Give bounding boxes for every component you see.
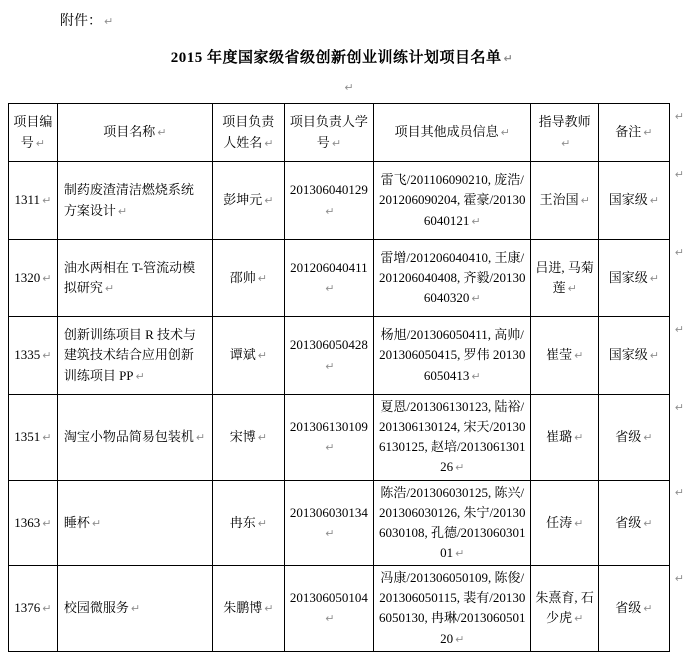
pilcrow-icon: ↵ <box>104 282 115 295</box>
cell-text: 杨旭/201306050411, 高帅/201306050415, 罗伟 201306050413 <box>379 327 526 383</box>
cell-text: 创新训练项目 R 技术与建筑技术结合应用创新训练项目 PP <box>63 327 196 383</box>
pilcrow-icon: ↵ <box>455 546 465 560</box>
pilcrow-icon: ↵ <box>574 349 584 363</box>
cell-advisors <box>531 480 599 566</box>
pilcrow-icon: ↵ <box>643 602 653 616</box>
cell-text: 彭坤元 <box>223 192 263 208</box>
project-table <box>8 103 685 652</box>
cell-text: 谭斌 <box>229 347 256 363</box>
pilcrow-icon: ↵ <box>264 136 274 150</box>
cell-text: 陈浩/201306030125, 陈兴/201306030126, 朱宁/201306030108, 孔德/201306030101 <box>378 484 526 560</box>
header-cell-leader-id <box>284 104 374 162</box>
cell-text: 国家级 <box>608 347 648 363</box>
cell-members <box>374 566 531 652</box>
pilcrow-icon: ↵ <box>325 204 335 218</box>
pilcrow-icon: ↵ <box>264 602 274 616</box>
cell-leader-name <box>212 240 284 317</box>
cell-text: 夏恩/201306130123, 陆裕/201306130124, 宋天/201306130125, 赵培/201306130126 <box>378 399 526 475</box>
table-header-row <box>9 104 685 162</box>
pilcrow-icon: ↵ <box>574 516 584 530</box>
pilcrow-icon: ↵ <box>257 431 267 445</box>
cell-members <box>374 240 531 317</box>
cell-text: 201206040411 <box>290 259 368 275</box>
pilcrow-icon: ↵ <box>674 322 684 336</box>
pilcrow-icon: ↵ <box>674 486 684 500</box>
pilcrow-icon: ↵ <box>674 167 684 181</box>
pilcrow-icon: ↵ <box>91 516 102 530</box>
cell-remark <box>599 395 670 481</box>
empty-paragraph <box>8 78 685 96</box>
cell-text: 省级 <box>615 514 642 530</box>
cell-text: 崔璐 <box>546 429 573 445</box>
pilcrow-icon: ↵ <box>117 204 128 218</box>
pilcrow-icon: ↵ <box>325 526 335 540</box>
cell-text: 朱鹏博 <box>223 600 263 616</box>
cell-remark <box>599 566 670 652</box>
row-end-mark <box>669 395 684 481</box>
cell-project-id <box>9 240 58 317</box>
row-end-mark <box>669 162 684 240</box>
cell-text: 冯康/201306050109, 陈俊/201306050115, 裴有/201306050130, 冉琳/201306050120 <box>378 570 526 646</box>
cell-leader-name <box>212 395 284 481</box>
table-row <box>9 240 685 317</box>
cell-text: 朱熹育, 石少虎 <box>535 590 594 626</box>
cell-text: 雷飞/201106090210, 庞浩/201206090204, 霍豪/201306040121 <box>378 172 526 228</box>
table-row <box>9 162 685 240</box>
row-end-mark <box>669 317 684 395</box>
cell-leader-id <box>284 395 374 481</box>
pilcrow-icon: ↵ <box>42 516 52 530</box>
pilcrow-icon: ↵ <box>42 271 52 285</box>
pilcrow-icon: ↵ <box>130 602 141 616</box>
row-end-mark <box>669 104 684 162</box>
pilcrow-icon: ↵ <box>471 292 481 306</box>
cell-text: 校园微服务 <box>63 600 129 616</box>
cell-leader-name <box>212 566 284 652</box>
cell-leader-name <box>212 317 284 395</box>
cell-text: 1335 <box>14 347 41 363</box>
cell-advisors <box>531 395 599 481</box>
cell-leader-id <box>284 480 374 566</box>
header-cell-leader-name <box>212 104 284 162</box>
cell-leader-id <box>284 317 374 395</box>
pilcrow-icon: ↵ <box>649 194 659 208</box>
pilcrow-icon: ↵ <box>257 516 267 530</box>
header-cell-members <box>374 104 531 162</box>
cell-leader-name <box>212 480 284 566</box>
pilcrow-icon: ↵ <box>104 15 114 28</box>
cell-members <box>374 317 531 395</box>
pilcrow-icon: ↵ <box>42 602 52 616</box>
cell-text: 省级 <box>615 600 642 616</box>
cell-text: 淘宝小物品简易包装机 <box>63 429 194 445</box>
pilcrow-icon: ↵ <box>674 400 684 414</box>
pilcrow-icon: ↵ <box>344 81 354 94</box>
pilcrow-icon: ↵ <box>580 194 590 208</box>
pilcrow-icon: ↵ <box>567 282 577 295</box>
row-end-mark <box>669 240 684 317</box>
pilcrow-icon: ↵ <box>42 431 52 445</box>
pilcrow-icon: ↵ <box>643 516 653 530</box>
cell-members <box>374 162 531 240</box>
header-text: 项目负责人学号 <box>289 114 368 150</box>
pilcrow-icon: ↵ <box>264 194 274 208</box>
cell-advisors <box>531 240 599 317</box>
cell-members <box>374 395 531 481</box>
pilcrow-icon: ↵ <box>135 369 145 383</box>
header-cell-project-id <box>9 104 58 162</box>
pilcrow-icon: ↵ <box>471 214 481 228</box>
header-text: 项目名称 <box>103 124 156 140</box>
cell-remark <box>599 240 670 317</box>
pilcrow-icon: ↵ <box>649 271 659 285</box>
pilcrow-icon: ↵ <box>42 349 52 363</box>
pilcrow-icon: ↵ <box>574 612 584 626</box>
cell-text: 邵帅 <box>229 269 256 285</box>
row-end-mark <box>669 480 684 566</box>
pilcrow-icon: ↵ <box>35 136 46 150</box>
cell-text: 睡杯 <box>63 514 90 530</box>
cell-text: 国家级 <box>608 269 648 285</box>
cell-text: 省级 <box>615 429 642 445</box>
cell-project-id <box>9 162 58 240</box>
pilcrow-icon: ↵ <box>500 126 510 140</box>
cell-text: 王治国 <box>539 192 579 208</box>
cell-text: 国家级 <box>608 192 648 208</box>
row-end-mark <box>669 566 684 652</box>
cell-text: 宋博 <box>229 429 256 445</box>
pilcrow-icon: ↵ <box>157 126 167 140</box>
cell-text: 冉东 <box>229 514 256 530</box>
table-row <box>9 395 685 481</box>
cell-project-id <box>9 566 58 652</box>
table-row <box>9 317 685 395</box>
page-title-line <box>8 46 676 68</box>
cell-project-name <box>57 240 212 317</box>
cell-project-name <box>57 395 212 481</box>
attachment-label: 附件： <box>60 14 102 29</box>
pilcrow-icon: ↵ <box>643 431 653 445</box>
cell-text: 1363 <box>14 514 41 530</box>
cell-text: 201306040129 <box>289 182 368 198</box>
pilcrow-icon: ↵ <box>42 194 52 208</box>
table-row <box>9 566 685 652</box>
cell-project-name <box>57 317 212 395</box>
cell-project-name <box>57 480 212 566</box>
pilcrow-icon: ↵ <box>503 52 514 65</box>
pilcrow-icon: ↵ <box>471 369 481 383</box>
cell-text: 油水两相在 T-管流动模拟研究 <box>63 259 196 295</box>
pilcrow-icon: ↵ <box>325 612 335 626</box>
header-text: 项目编号 <box>13 114 53 150</box>
cell-project-name <box>57 162 212 240</box>
cell-remark <box>599 162 670 240</box>
cell-text: 1320 <box>14 269 41 285</box>
pilcrow-icon: ↵ <box>674 245 684 259</box>
cell-text: 1311 <box>14 192 41 208</box>
header-text: 项目其他成员信息 <box>394 124 499 140</box>
cell-text: 制药废渣清洁燃烧系统方案设计 <box>63 182 194 218</box>
cell-leader-id <box>284 162 374 240</box>
pilcrow-icon: ↵ <box>195 431 206 445</box>
cell-advisors <box>531 317 599 395</box>
header-text: 备注 <box>615 124 642 140</box>
cell-members <box>374 480 531 566</box>
pilcrow-icon: ↵ <box>561 136 571 150</box>
cell-leader-id <box>284 240 374 317</box>
header-text: 项目负责人姓名 <box>222 114 275 150</box>
cell-advisors <box>531 566 599 652</box>
cell-text: 吕进, 马菊莲 <box>535 259 594 295</box>
pilcrow-icon: ↵ <box>325 359 335 373</box>
cell-project-id <box>9 317 58 395</box>
pilcrow-icon: ↵ <box>331 136 342 150</box>
pilcrow-icon: ↵ <box>325 282 335 295</box>
cell-text: 1351 <box>14 429 41 445</box>
cell-text: 201306130109 <box>289 419 368 435</box>
header-cell-advisors <box>531 104 599 162</box>
pilcrow-icon: ↵ <box>674 109 684 123</box>
header-cell-remark <box>599 104 670 162</box>
pilcrow-icon: ↵ <box>455 461 465 475</box>
pilcrow-icon: ↵ <box>674 571 684 585</box>
cell-text: 201306050428 <box>289 337 368 353</box>
cell-leader-id <box>284 566 374 652</box>
cell-advisors <box>531 162 599 240</box>
cell-project-name <box>57 566 212 652</box>
pilcrow-icon: ↵ <box>574 431 584 445</box>
cell-text: 任涛 <box>546 514 573 530</box>
pilcrow-icon: ↵ <box>643 126 653 140</box>
cell-remark <box>599 480 670 566</box>
page-title: 2015 年度国家级省级创新创业训练计划项目名单 <box>170 50 502 66</box>
header-cell-project-name <box>57 104 212 162</box>
cell-project-id <box>9 395 58 481</box>
pilcrow-icon: ↵ <box>257 349 267 363</box>
cell-text: 201306050104 <box>289 590 368 606</box>
cell-text: 雷增/201206040410, 王康/201206040408, 齐毅/201306040320 <box>378 249 526 306</box>
pilcrow-icon: ↵ <box>455 632 465 646</box>
cell-project-id <box>9 480 58 566</box>
cell-text: 201306030134 <box>289 504 368 520</box>
pilcrow-icon: ↵ <box>325 441 335 455</box>
attachment-label-line <box>60 10 685 32</box>
cell-text: 崔莹 <box>546 347 573 363</box>
header-text: 指导教师 <box>538 114 591 130</box>
pilcrow-icon: ↵ <box>257 271 267 285</box>
cell-text: 1376 <box>14 600 41 616</box>
pilcrow-icon: ↵ <box>649 349 659 363</box>
table-row <box>9 480 685 566</box>
cell-remark <box>599 317 670 395</box>
cell-leader-name <box>212 162 284 240</box>
